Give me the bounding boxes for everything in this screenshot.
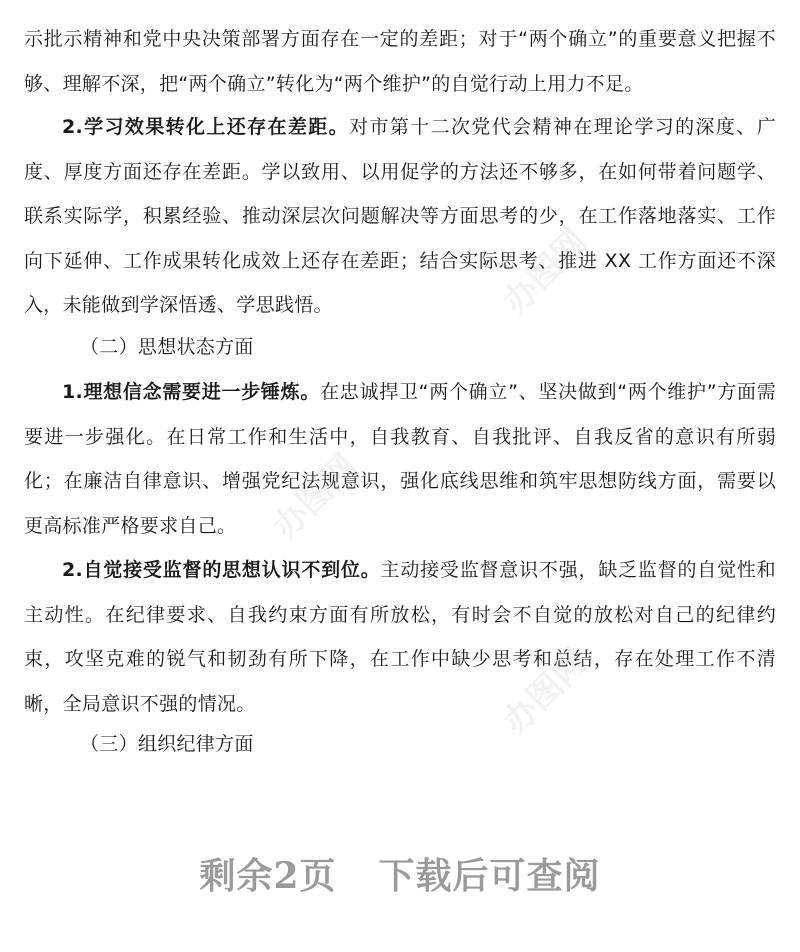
watermark: 办图网: [495, 641, 596, 743]
download-to-view-label: 下载后可查阅: [378, 855, 601, 897]
paragraph-lead: 2.自觉接受监督的思想认识不到位。: [62, 559, 381, 581]
paragraph-text: 示批示精神和党中央决策部署方面存在一定的差距；对于“两个确立”的重要意义把握不够、理解不深，把“两个确立”转化为“两个维护”的自觉行动上用力不足。: [24, 28, 776, 95]
paragraph-study-effect: [24, 105, 776, 328]
paragraph-ideals: [24, 370, 776, 548]
remaining-pages-label: 剩余2页: [199, 855, 337, 897]
download-prompt[interactable]: [0, 848, 800, 899]
paragraph-lead: 1.理想信念需要进一步锤炼。: [62, 381, 321, 403]
paragraph-text: 对市第十二次党代会精神在理论学习的深度、广度、厚度方面还存在差距。学以致用、以用促学的方法还不够多，在如何带着问题学、联系实际学，积累经验、推动深层次问题解决等方面思考的少，在工作落地落实、工作向下延伸、工作成果转化成效上还存在差距；结合实际思考、推进 XX 工作方面还不深入，未能做到学深悟透、学思践悟。: [24, 116, 776, 316]
watermark: 办图网: [495, 221, 596, 323]
paragraph-text: 主动接受监督意识不强，缺乏监督的自觉性和主动性。在纪律要求、自我约束方面有所放松，有时会不自觉的放松对自己的纪律约束，攻坚克难的锐气和韧劲有所下降，在工作中缺少思考和总结，存在处理工作不清晰，全局意识不强的情况。: [24, 559, 776, 715]
section-heading-discipline: （三）组织纪律方面: [80, 733, 254, 755]
watermark: 办图网: [265, 446, 366, 548]
section-heading-thought: （二）思想状态方面: [80, 336, 254, 358]
paragraph-supervision: [24, 548, 776, 726]
paragraph-lead: 2.学习效果转化上还存在差距。: [62, 116, 350, 138]
paragraph-continuation: [24, 17, 776, 106]
paragraph-text: 在忠诚捍卫“两个确立”、坚决做到“两个维护”方面需要进一步强化。在日常工作和生活中，自我教育、自我批评、自我反省的意识有所弱化；在廉洁自律意识、增强党纪法规意识，强化底线思维和筑牢思想防线方面，需要以更高标准严格要求自己。: [24, 381, 777, 537]
